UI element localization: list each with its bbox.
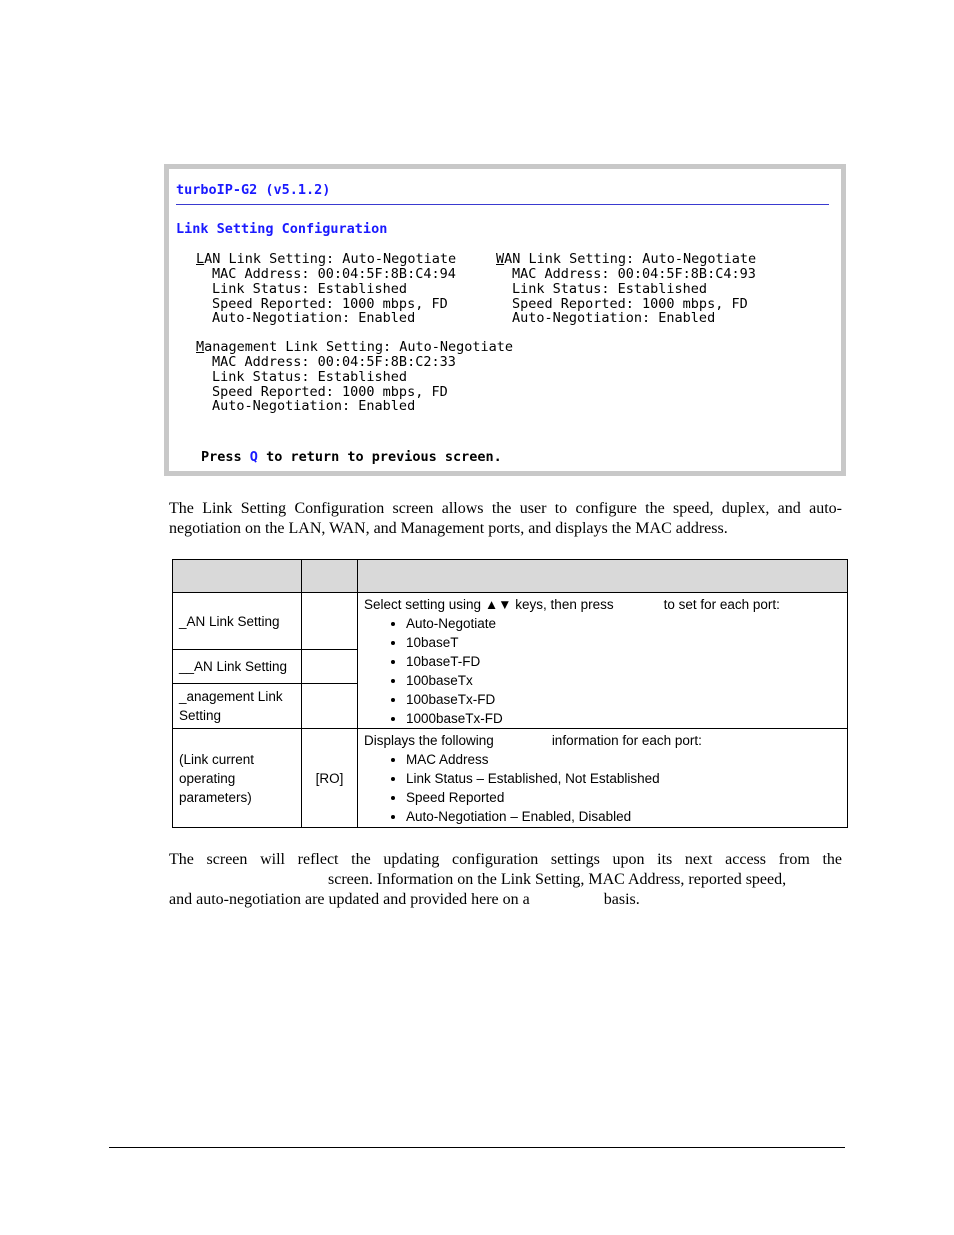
header-cell-access	[302, 560, 358, 593]
header-cell-description	[358, 560, 848, 593]
header-cell-parameter	[173, 560, 302, 593]
outro-line-3b: basis.	[603, 891, 640, 908]
lan-link-setting[interactable]	[196, 252, 456, 267]
lan-mac: MAC Address: 00:04:5F:8B:C4:94	[212, 266, 456, 282]
params-list	[364, 750, 841, 826]
row-label-mgmt: _anagement Link Setting	[173, 684, 302, 729]
mgmt-autoneg: Auto-Negotiation: Enabled	[212, 398, 416, 414]
list-item: • Speed Reported	[406, 788, 841, 807]
list-item: • 1000baseTx-FD	[406, 709, 841, 728]
settings-intro-part1: Select setting using ▲▼ keys, then press	[364, 597, 614, 612]
screen-heading: Link Setting Configuration	[176, 221, 388, 237]
lan-hotkey: L	[196, 251, 205, 267]
mgmt-status: Link Status: Established	[212, 369, 408, 385]
terminal-screenshot	[164, 164, 846, 476]
return-prompt	[201, 450, 502, 465]
intro-line-1: The Link Setting Configuration screen allows the user to configure the speed, duplex, and auto-	[169, 500, 842, 517]
lan-autoneg: Auto-Negotiation: Enabled	[212, 310, 416, 326]
outro-line-3a: and auto-negotiation are updated and provided here on a	[169, 891, 530, 908]
params-intro-part2: information for each port:	[551, 733, 702, 748]
mgmt-speed: Speed Reported: 1000 mbps, FD	[212, 384, 448, 400]
wan-status: Link Status: Established	[512, 281, 708, 297]
row-access-mgmt	[302, 684, 358, 729]
quit-key[interactable]: Q	[249, 449, 258, 465]
row-label-lan: _AN Link Setting	[173, 593, 302, 650]
mgmt-link-setting[interactable]	[196, 340, 513, 355]
list-item: • 10baseT	[406, 633, 841, 652]
list-item: • 100baseTx	[406, 671, 841, 690]
outro-line-2: screen. Information on the Link Setting, MAC Address, reported speed,	[328, 871, 787, 888]
settings-intro-part2: to set for each port:	[663, 597, 780, 612]
table-row	[173, 729, 848, 828]
row-access-lan	[302, 593, 358, 650]
list-item: • Link Status – Established, Not Established	[406, 769, 841, 788]
row-access-wan	[302, 650, 358, 684]
table-header-row	[173, 560, 848, 593]
settings-description	[358, 593, 848, 729]
outro-line-1: The screen will reflect the updating configuration settings upon its next access from the	[169, 851, 842, 868]
table-row	[173, 593, 848, 650]
press-text: Press	[201, 449, 242, 465]
list-item: • MAC Address	[406, 750, 841, 769]
settings-options-list	[364, 614, 841, 728]
list-item: • Auto-Negotiation – Enabled, Disabled	[406, 807, 841, 826]
mgmt-hotkey: M	[196, 339, 205, 355]
row-access-params: [RO]	[302, 729, 358, 828]
terminal-divider	[176, 204, 829, 205]
lan-speed: Speed Reported: 1000 mbps, FD	[212, 296, 448, 312]
footer-divider	[109, 1147, 845, 1148]
outro-paragraph	[169, 850, 842, 910]
row-label-wan: __AN Link Setting	[173, 650, 302, 684]
list-item: • Auto-Negotiate	[406, 614, 841, 633]
wan-autoneg: Auto-Negotiation: Enabled	[512, 310, 716, 326]
list-item: • 10baseT-FD	[406, 652, 841, 671]
mgmt-mac: MAC Address: 00:04:5F:8B:C2:33	[212, 354, 456, 370]
intro-paragraph	[169, 499, 842, 539]
params-intro	[364, 731, 841, 750]
terminal-title: turboIP-G2 (v5.1.2)	[176, 182, 331, 198]
params-description	[358, 729, 848, 828]
outro-line-3	[169, 890, 842, 910]
lan-setting-text: AN Link Setting: Auto-Negotiate	[204, 251, 457, 267]
wan-speed: Speed Reported: 1000 mbps, FD	[512, 296, 748, 312]
settings-intro	[364, 595, 841, 614]
intro-line-2: negotiation on the LAN, WAN, and Management ports, and displays the MAC address.	[169, 520, 728, 537]
row-label-params: (Link current operating parameters)	[173, 729, 302, 828]
parameter-table	[172, 559, 848, 828]
list-item: • 100baseTx-FD	[406, 690, 841, 709]
params-intro-part1: Displays the following	[364, 733, 494, 748]
return-text: to return to previous screen.	[266, 449, 502, 465]
mgmt-setting-text: anagement Link Setting: Auto-Negotiate	[204, 339, 513, 355]
lan-status: Link Status: Established	[212, 281, 408, 297]
wan-mac: MAC Address: 00:04:5F:8B:C4:93	[512, 266, 756, 282]
wan-link-setting[interactable]	[496, 252, 756, 267]
wan-setting-text: AN Link Setting: Auto-Negotiate	[504, 251, 757, 267]
wan-hotkey: W	[496, 251, 505, 267]
